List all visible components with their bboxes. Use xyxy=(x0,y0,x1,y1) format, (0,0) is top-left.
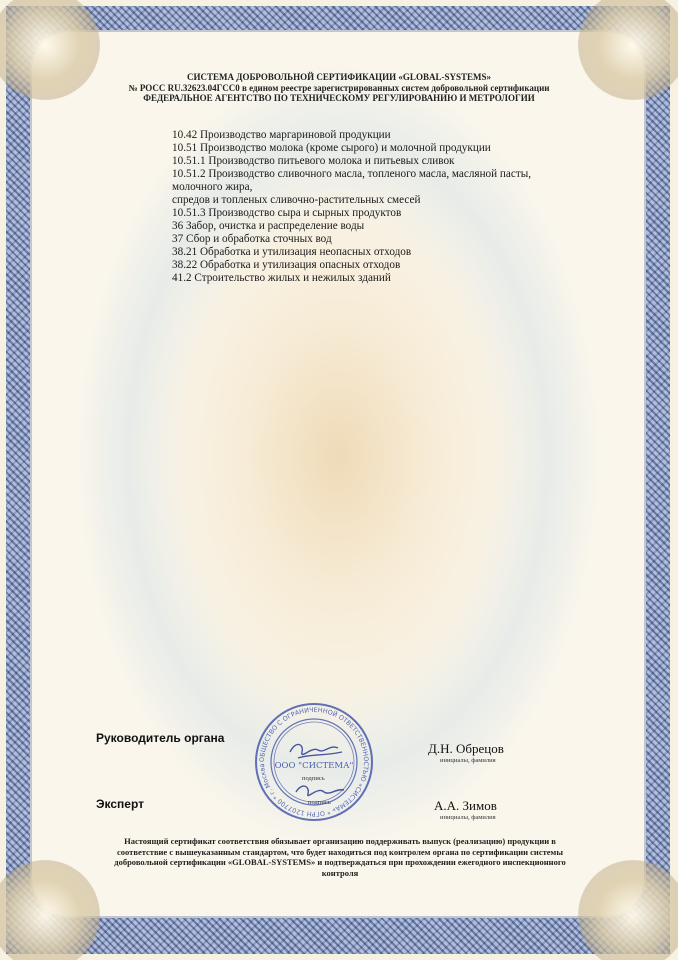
expert-signature xyxy=(296,786,344,795)
certificate-footer-note: Настоящий сертификат соответствия обязывает организацию поддерживать выпуск (реализацию) продукции в соответствие с вышеуказанным стандартом, что будет находиться под контролем органа по сертификации системы добровольной сертификации «GLOBAL-SYSTEMS» и подтверждаться при прохождении ежегодного инспекционного контроля xyxy=(114,836,566,878)
head-name-caption: инициалы, фамилия xyxy=(440,757,496,764)
list-item: 41.2 Строительство жилых и нежилых зданий xyxy=(172,272,391,284)
expert-name: А.А. Зимов xyxy=(434,798,497,813)
stamp-center-text: ООО "СИСТЕМА" xyxy=(274,761,354,771)
registry-number: № РОСС RU.32623.04ГСС0 в едином реестре зарегистрированных систем добровольной сертификации xyxy=(128,82,550,93)
list-item: 10.42 Производство маргариновой продукции xyxy=(172,129,391,141)
head-sign-caption: подпись xyxy=(302,775,325,782)
list-item: 36 Забор, очистка и распределение воды xyxy=(172,220,365,232)
stamp-ring-text: ОБЩЕСТВО С ОГРАНИЧЕННОЙ ОТВЕТСТВЕННОСТЬЮ «СИСТЕМА» * ОГРН 1207700 * г. Москва xyxy=(257,705,371,819)
head-of-body-label: Руководитель органа xyxy=(96,731,225,745)
list-item: 10.51 Производство молока (кроме сырого) и молочной продукции xyxy=(172,142,491,154)
organization-stamp xyxy=(252,700,376,824)
agency-name: ФЕДЕРАЛЬНОЕ АГЕНТСТВО ПО ТЕХНИЧЕСКОМУ РЕГУЛИРОВАНИЮ И МЕТРОЛОГИИ xyxy=(143,93,535,103)
expert-sign-caption: подпись xyxy=(308,799,331,806)
list-item: 10.51.2 Производство сливочного масла, топленого масла, масляной пасты, молочного жира, xyxy=(172,168,532,193)
head-of-body-name: Д.Н. Обрецов xyxy=(428,741,504,756)
system-title: СИСТЕМА ДОБРОВОЛЬНОЙ СЕРТИФИКАЦИИ «GLOBAL-SYSTEMS» xyxy=(187,72,491,82)
list-item: 10.51.1 Производство питьевого молока и питьевых сливок xyxy=(172,155,455,167)
list-item: 38.21 Обработка и утилизация неопасных отходов xyxy=(172,246,412,258)
list-item: 37 Сбор и обработка сточных вод xyxy=(172,233,332,245)
expert-name-caption: инициалы, фамилия xyxy=(440,814,496,821)
head-signature xyxy=(290,744,342,758)
expert-label: Эксперт xyxy=(96,797,145,811)
certificate-header xyxy=(100,72,578,104)
activity-codes-list xyxy=(172,129,562,285)
list-item: 38.22 Обработка и утилизация опасных отходов xyxy=(172,259,401,271)
list-item: 10.51.3 Производство сыра и сырных продуктов xyxy=(172,207,402,219)
list-item: спредов и топленых сливочно-растительных смесей xyxy=(172,194,421,206)
